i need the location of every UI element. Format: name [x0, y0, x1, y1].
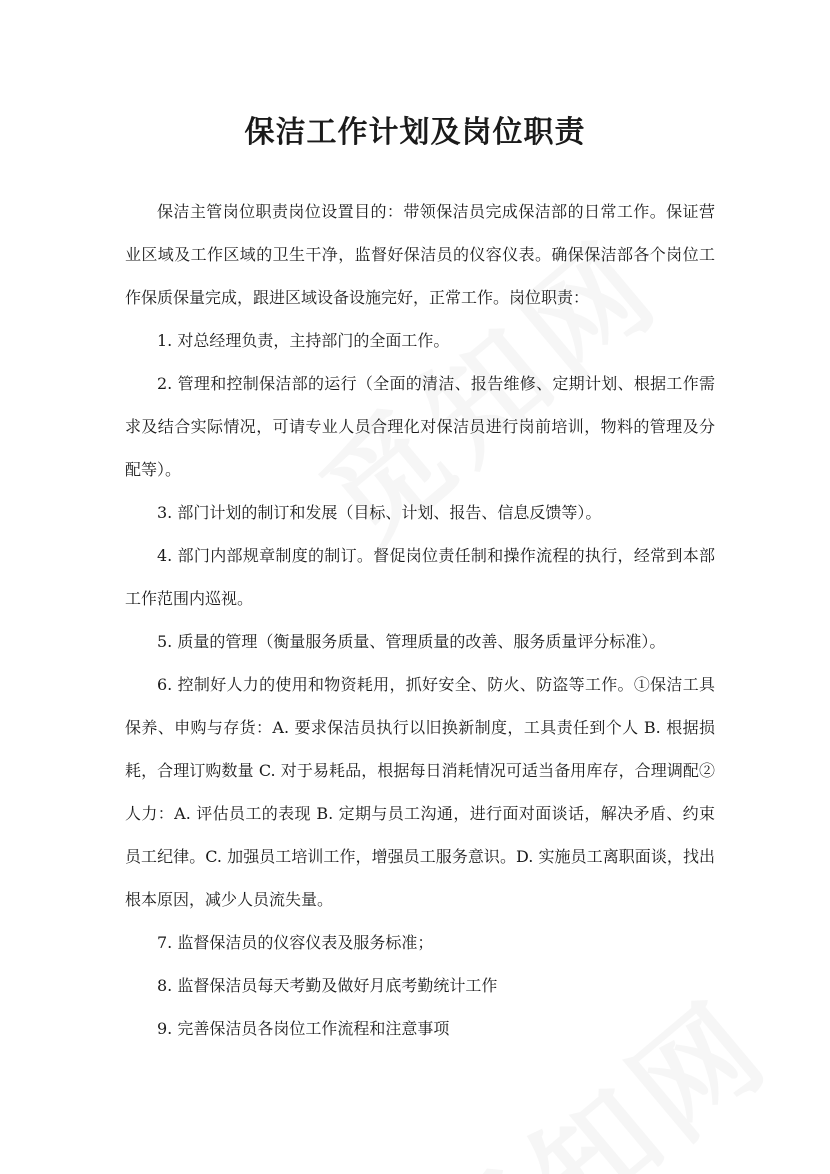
list-item: 2. 管理和控制保洁部的运行（全面的清洁、报告维修、定期计划、根据工作需求及结合实际情况，可请专业人员合理化对保洁员进行岗前培训，物料的管理及分配等）。 — [125, 374, 715, 479]
intro-paragraph: 保洁主管岗位职责岗位设置目的：带领保洁员完成保洁部的日常工作。保证营业区域及工作区域的卫生干净，监督好保洁员的仪容仪表。确保保洁部各个岗位工作保质保量完成，跟进区域设备设施完好，正常工作。岗位职责： — [125, 202, 715, 307]
list-item: 8. 监督保洁员每天考勤及做好月底考勤统计工作 — [157, 976, 498, 995]
list-item: 3. 部门计划的制订和发展（目标、计划、报告、信息反馈等）。 — [157, 503, 602, 522]
list-item: 5. 质量的管理（衡量服务质量、管理质量的改善、服务质量评分标准）。 — [157, 632, 666, 651]
list-item: 1. 对总经理负责，主持部门的全面工作。 — [157, 331, 450, 350]
list-item: 6. 控制好人力的使用和物资耗用，抓好安全、防火、防盗等工作。①保洁工具保养、申购与存货：A. 要求保洁员执行以旧换新制度，工具责任到个人 B. 根据损耗，合理订购数量 C. 对于易耗品，根据每日消耗情况可适当备用库存，合理调配②人力：A. 评估员工的表现 B. 定期与员工沟通，进行面对面谈话，解决矛盾、约束员工纪律。C. 加强员工培训工作，增强员工服务意识。D. 实施员工离职面谈，找出根本原因，减少人员流失量。 — [125, 675, 715, 909]
list-item: 9. 完善保洁员各岗位工作流程和注意事项 — [157, 1019, 450, 1038]
list-item: 7. 监督保洁员的仪容仪表及服务标准； — [157, 933, 434, 952]
list-item: 4. 部门内部规章制度的制订。督促岗位责任制和操作流程的执行，经常到本部工作范围内巡视。 — [125, 546, 715, 608]
document-title: 保洁工作计划及岗位职责 — [244, 115, 586, 150]
document-body — [125, 190, 715, 1050]
